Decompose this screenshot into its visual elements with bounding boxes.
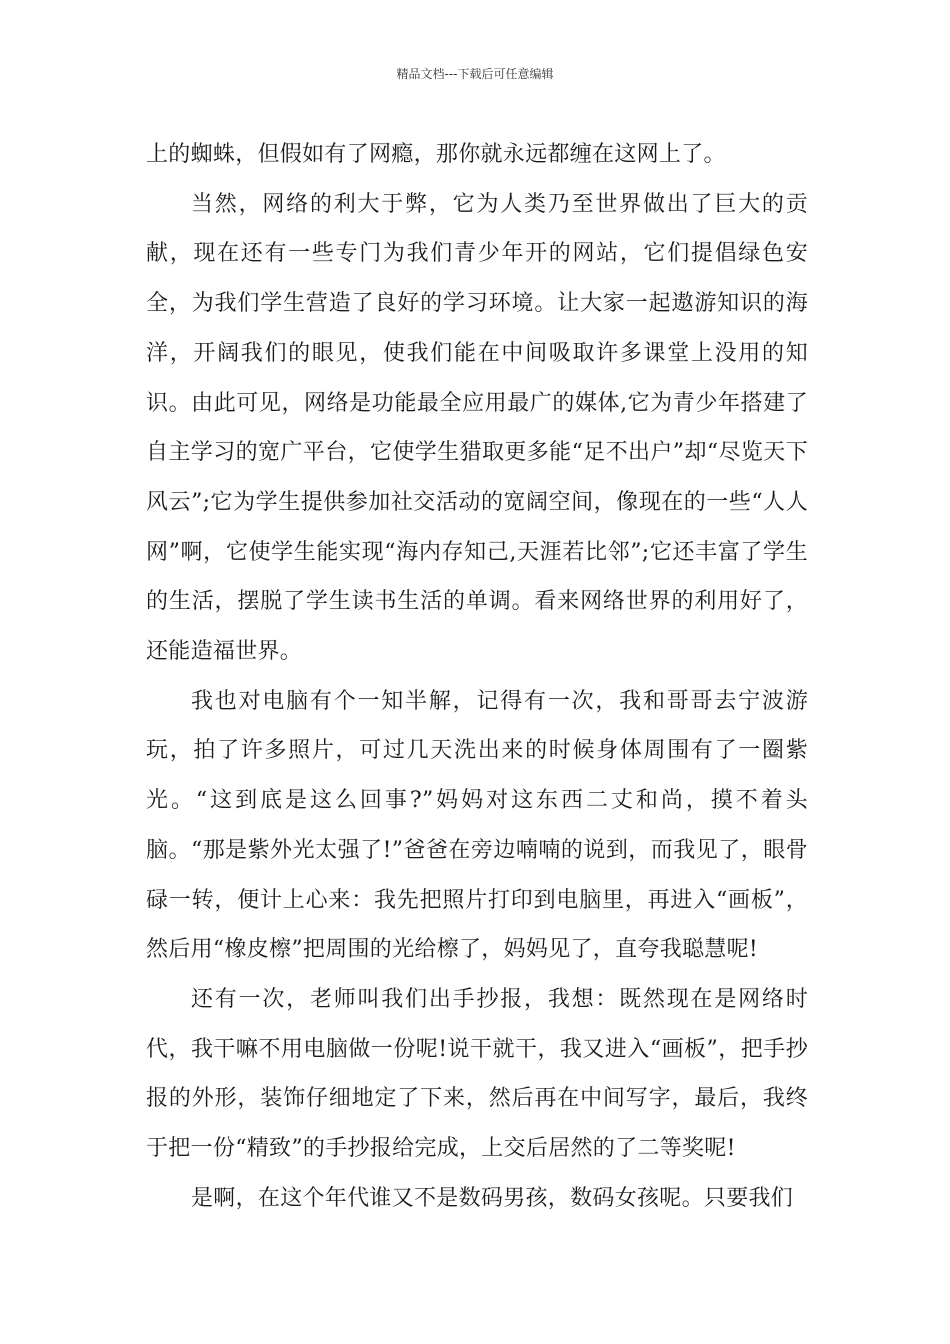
paragraph: 上的蜘蛛，但假如有了网瘾，那你就永远都缠在这网上了。 (146, 142, 726, 167)
paragraph: 还有一次，老师叫我们出手抄报，我想：既然现在是网络时代，我干嘛不用电脑做一份呢!说干就干，我又进入“画板”，把手抄报的外形，装饰仔细地定了下来，然后再在中间写字，最后，我终于把一份“精致”的手抄报给完成，上交后居然的了二等奖呢! (146, 986, 808, 1162)
paragraph: 我也对电脑有个一知半解，记得有一次，我和哥哥去宁波游玩，拍了许多照片，可过几天洗出来的时候身体周围有了一圈紫光。“这到底是这么回事?”妈妈对这东西二丈和尚，摸不着头脑。“那是紫外光太强了!”爸爸在旁边喃喃的说到，而我见了，眼骨碌一转，便计上心来：我先把照片打印到电脑里，再进入“画板”，然后用“橡皮檫”把周围的光给檫了，妈妈见了，直夸我聪慧呢! (146, 688, 808, 963)
document-body (146, 130, 808, 1223)
paragraph: 当然，网络的利大于弊，它为人类乃至世界做出了巨大的贡献，现在还有一些专门为我们青少年开的网站，它们提倡绿色安全，为我们学生营造了良好的学习环境。让大家一起遨游知识的海洋，开阔我们的眼见，使我们能在中间吸取许多课堂上没用的知识。由此可见，网络是功能最全应用最广的媒体,它为青少年搭建了自主学习的宽广平台，它使学生猎取更多能“足不出户”却“尽览天下风云”;它为学生提供参加社交活动的宽阔空间，像现在的一些“人人网”啊，它使学生能实现“海内存知己,天涯若比邻”;它还丰富了学生的生活，摆脱了学生读书生活的单调。看来网络世界的利用好了，还能造福世界。 (146, 191, 808, 665)
paragraph: 是啊，在这个年代谁又不是数码男孩，数码女孩呢。只要我们 (191, 1185, 794, 1211)
page-header: 精品文档---下载后可任意编辑 (396, 67, 554, 81)
